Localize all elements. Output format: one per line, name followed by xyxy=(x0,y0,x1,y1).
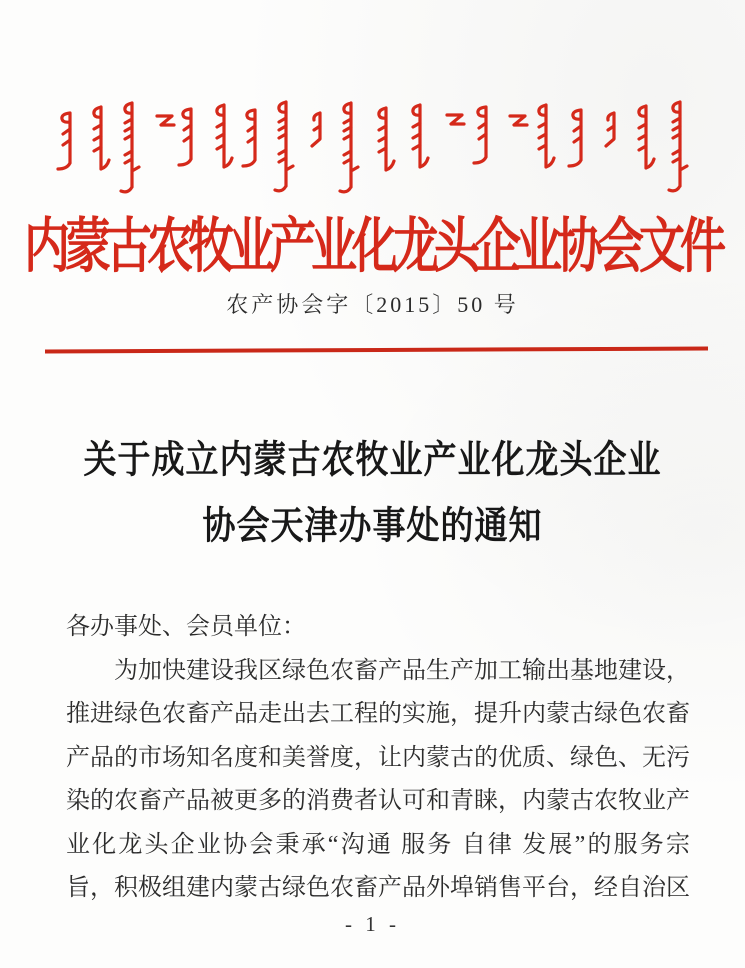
body-line: 为加快建设我区绿色农畜产品生产加工输出基地建设， xyxy=(114,657,690,684)
body-line: 产品的市场知名度和美誉度，让内蒙古的优质、绿色、无污 xyxy=(66,744,690,771)
body-line: 旨，积极组建内蒙古绿色农畜产品外埠销售平台，经自治区 xyxy=(66,875,690,901)
org-title: 内蒙古农牧业产业化龙头企业协会文件 xyxy=(24,213,721,280)
mongolian-script-banner-icon xyxy=(45,97,700,207)
doc-title-line2: 协会天津办事处的通知 xyxy=(202,506,543,548)
body-text xyxy=(66,606,690,911)
page-number: - 1 - xyxy=(345,912,400,936)
doc-title-line1: 关于成立内蒙古农牧业产业化龙头企业 xyxy=(83,440,662,482)
red-divider-rule xyxy=(45,347,708,354)
body-line: 染的农畜产品被更多的消费者认可和青睐，内蒙古农牧业产 xyxy=(66,788,690,814)
body-line: 推进绿色农畜产品走出去工程的实施，提升内蒙古绿色农畜 xyxy=(66,701,690,727)
body-line: 业化龙头企业协会秉承“沟通 服务 自律 发展”的服务宗 xyxy=(66,831,690,858)
doc-number: 农产协会字〔2015〕50 号 xyxy=(226,292,519,317)
salutation: 各办事处、会员单位： xyxy=(66,614,306,640)
